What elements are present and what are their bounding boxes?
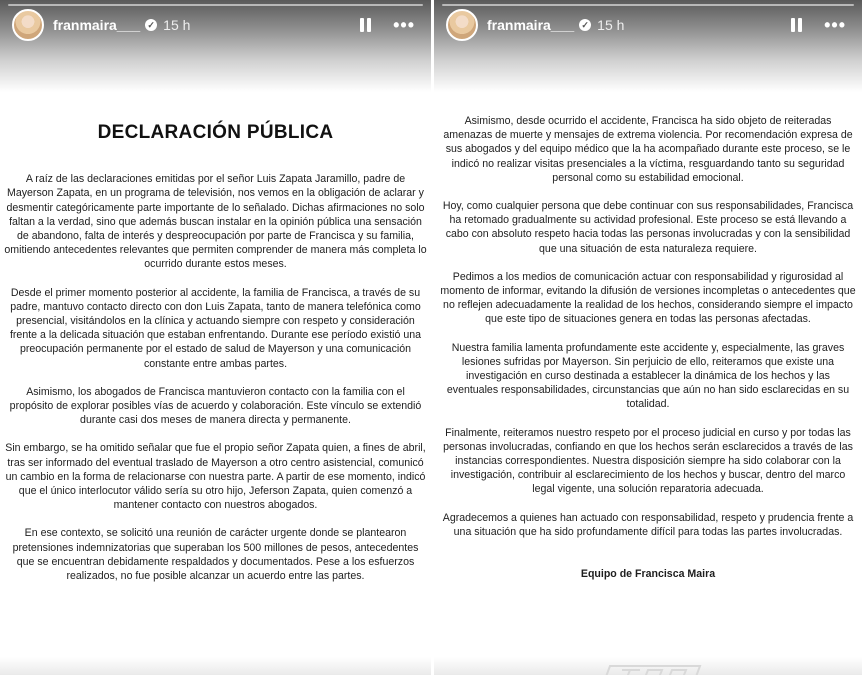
statement-paragraph: Sin embargo, se ha omitido señalar que fue el propio señor Zapata quien, a fines de abril, tras ser informado del eventual traslado de Mayerson a otro centro asistencial, comunicó un cambio en la forma de relacionarse con nuestra parte. A partir de ese momento, indicó que el único interlocutor válido sería su otro hijo, Jeferson Zapata, quien comenzó a mantener contacto con nuestros abogados. <box>5 442 426 512</box>
pause-icon[interactable] <box>791 18 802 32</box>
avatar[interactable] <box>12 9 44 41</box>
statement-paragraph: Finalmente, reiteramos nuestro respeto por el proceso judicial en curso y por todas las personas involucradas, confiando en que los hechos serán esclarecidos a través de las instancias correspondientes. Nuestra disposición siempre ha sido colaborar con la investigación, contribuir al esclarecimiento de los hechos y buscar, dentro del marco legal vigente, una solución reparatoria adecuada. <box>443 426 853 496</box>
statement-paragraph: Pedimos a los medios de comunicación actuar con responsabilidad y rigurosidad al momento de informar, evitando la difusión de versiones incompletas o antecedentes que no reflejen adecuadamente la realidad de los hechos, considerando siempre el impacto que este tipo de situaciones genera en todas las personas afectadas. <box>440 270 856 326</box>
story-progress-bar <box>442 4 854 6</box>
post-time: 15 h <box>163 17 191 33</box>
bottom-fade <box>0 657 431 675</box>
username[interactable]: franmaira___ <box>487 17 575 33</box>
more-options-icon[interactable]: ••• <box>393 15 415 35</box>
statement-paragraph: Desde el primer momento posterior al accidente, la familia de Francisca, a través de su padre, mantuvo contacto directo con don Luis Zapata, tanto de manera telefónica como presencial, visitándolos en la clínica y actuando siempre con respeto y consideración frente a la delicada situación que estaban enfrentando. Durante ese período existió una preocupación permanente por el estado de salud de Mayerson y una comunicación constante entre ambas partes. <box>9 286 422 370</box>
username[interactable]: franmaira___ <box>53 17 141 33</box>
story-panel-right <box>434 0 862 675</box>
post-time: 15 h <box>597 17 625 33</box>
statement-body-right <box>434 114 862 581</box>
statement-paragraph: En ese contexto, se solicitó una reunión de carácter urgente donde se plantearon pretensiones indemnizatorias que superaban los 500 millones de pesos, antecedentes que se encuentran debidamente respaldados y documentados. Pese a los esfuerzos realizados, no fue posible alcanzar un acuerdo entre las partes. <box>12 527 419 583</box>
pause-icon[interactable] <box>360 18 371 32</box>
story-header <box>12 7 419 43</box>
avatar[interactable] <box>446 9 478 41</box>
story-header <box>446 7 850 43</box>
statement-paragraph: Asimismo, desde ocurrido el accidente, Francisca ha sido objeto de reiteradas amenazas de muerte y mensajes de extrema violencia. Por recomendación expresa de sus abogados y del equipo médico que la ha acompañado durante este proceso, se le indicó no realizar visitas presenciales a la víctima, resguardando tanto su seguridad personal como su estabilidad emocional. <box>443 115 853 184</box>
statement-paragraph: Hoy, como cualquier persona que debe continuar con sus responsabilidades, Francisca ha retomado gradualmente su actividad profesional. Este proceso se está llevando a cabo con absoluto respeto hacia todas las personas involucradas y con la sensibilidad que una situación de esta naturaleza requiere. <box>442 200 854 255</box>
statement-title: DECLARACIÓN PÚBLICA <box>97 122 334 143</box>
statement-paragraph: Asimismo, los abogados de Francisca mantuvieron contacto con la familia con el propósito de explorar posibles vías de acuerdo y colaboración. Este vínculo se extendió durante casi dos meses de manera directa y permanente. <box>9 385 422 427</box>
story-progress-bar <box>8 4 423 6</box>
statement-paragraph: Nuestra familia lamenta profundamente este accidente y, especialmente, las graves lesiones sufridas por Mayerson. Sin perjuicio de ello, reiteramos que existe una investigación en curso destinada a establecer la dinámica de los hechos y las eventuales responsabilidades, circunstancias que aún no han sido esclarecidas en su totalidad. <box>446 341 850 411</box>
brand-logo-watermark <box>600 662 710 675</box>
verified-check-icon: ✓ <box>145 19 157 31</box>
verified-check-icon: ✓ <box>579 19 591 31</box>
statement-paragraph: A raíz de las declaraciones emitidas por el señor Luis Zapata Jaramillo, padre de Mayerson Zapata, en un programa de televisión, nos vemos en la obligación de aclarar y desmentir categóricamente parte importante de lo señalado. Dichas afirmaciones no solo faltan a la verdad, sino que además buscan instalar en la opinión pública una sensación de abandono, falta de interés y despreocupación por parte de Francisca y su familia, omitiendo antecedentes relevantes que permiten comprender de manera más completa lo ocurrido durante estos meses. <box>4 173 427 271</box>
statement-paragraph: Agradecemos a quienes han actuado con responsabilidad, respeto y prudencia frente a una situación que ha sido profundamente difícil para todas las partes involucradas. <box>442 511 854 538</box>
more-options-icon[interactable]: ••• <box>824 15 846 35</box>
logo-icon <box>600 662 710 675</box>
signature: Equipo de Francisca Maira <box>580 568 716 581</box>
statement-body-left <box>0 122 431 597</box>
